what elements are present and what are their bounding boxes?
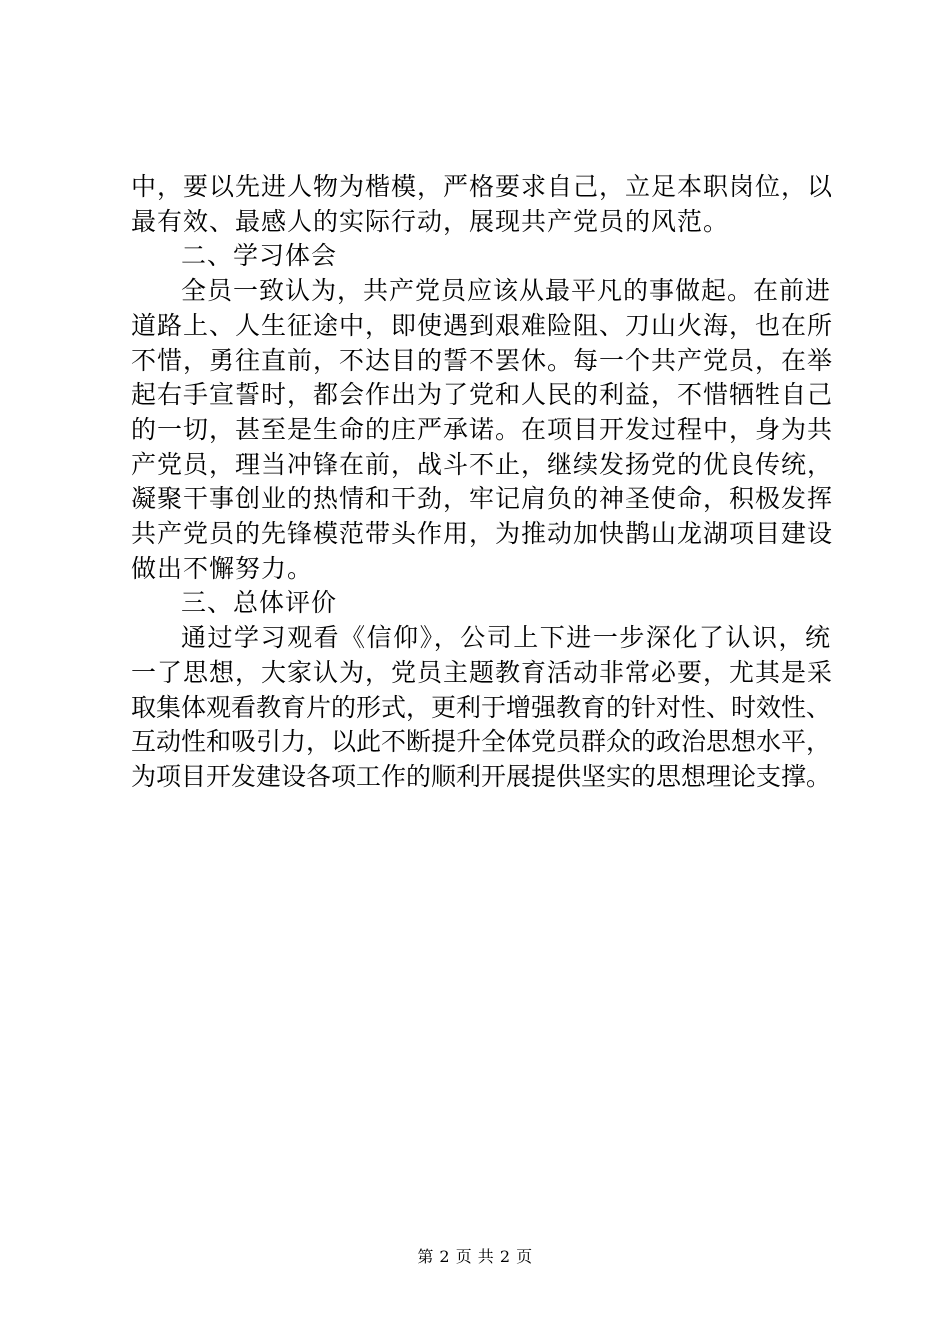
paragraph-line: 为项目开发建设各项工作的顺利开展提供坚实的思想理论支撑。 — [131, 761, 832, 791]
document-body — [131, 170, 834, 795]
paragraph-line: 一了思想，大家认为，党员主题教育活动非常必要，尤其是采 — [131, 657, 834, 687]
paragraph-line: 的一切，甚至是生命的庄严承诺。在项目开发过程中，身为共 — [131, 414, 834, 444]
paragraph-line: 起右手宣誓时，都会作出为了党和人民的利益，不惜牺牲自己 — [131, 380, 834, 410]
paragraph-line: 取集体观看教育片的形式，更利于增强教育的针对性、时效性、 — [131, 692, 832, 722]
section-heading-overall-evaluation: 三、总体评价 — [181, 588, 338, 618]
page-number-footer: 第 2 页 共 2 页 — [417, 1247, 533, 1266]
paragraph-line: 最有效、最感人的实际行动，展现共产党员的风范。 — [131, 206, 730, 236]
paragraph-line: 全员一致认为，共产党员应该从最平凡的事做起。在前进 — [181, 276, 832, 306]
paragraph-line: 产党员，理当冲锋在前，战斗不止，继续发扬党的优良传统， — [131, 449, 834, 479]
paragraph-line: 中，要以先进人物为楷模，严格要求自己，立足本职岗位，以 — [131, 172, 834, 201]
paragraph-line: 凝聚干事创业的热情和干劲，牢记肩负的神圣使命，积极发挥 — [131, 484, 834, 514]
paragraph-line: 道路上、人生征途中，即使遇到艰难险阻、刀山火海，也在所 — [131, 310, 834, 340]
paragraph-line: 不惜，勇往直前，不达目的誓不罢休。每一个共产党员，在举 — [131, 345, 834, 375]
paragraph-line: 互动性和吸引力，以此不断提升全体党员群众的政治思想水平， — [131, 727, 832, 757]
paragraph-line: 通过学习观看《信仰》，公司上下进一步深化了认识，统 — [181, 623, 831, 653]
paragraph-line: 共产党员的先锋模范带头作用，为推动加快鹊山龙湖项目建设 — [131, 519, 834, 549]
paragraph-line: 做出不懈努力。 — [131, 553, 314, 583]
section-heading-study-experience: 二、学习体会 — [181, 241, 338, 271]
